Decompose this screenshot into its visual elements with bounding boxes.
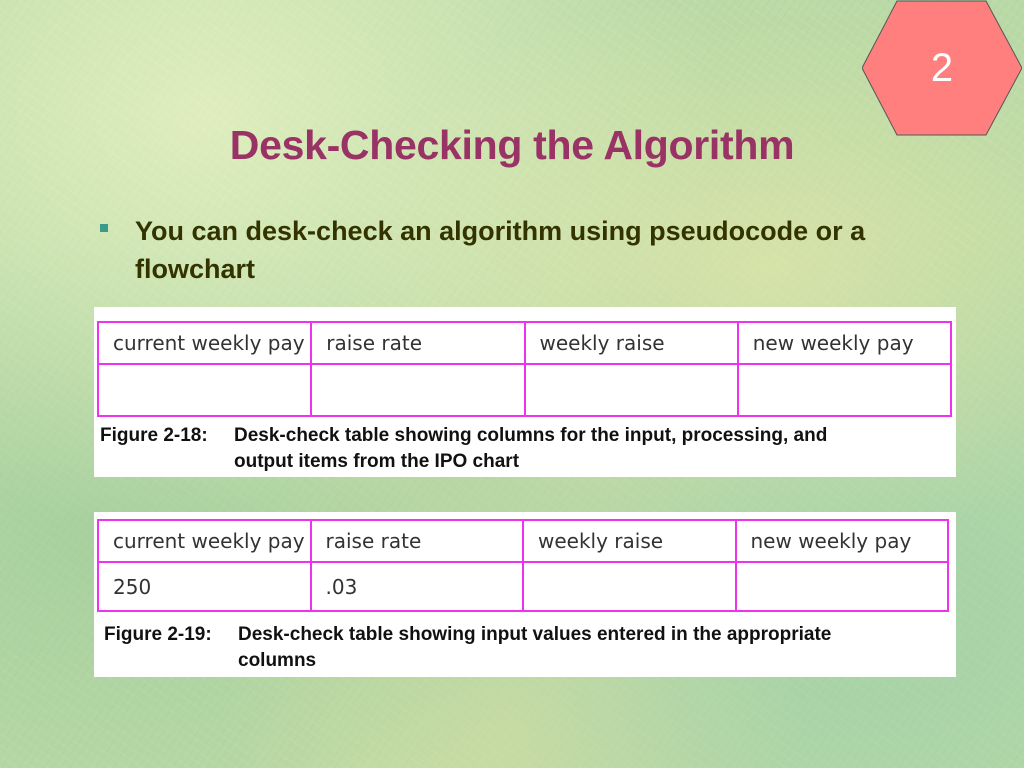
caption-text-line2: columns [238, 650, 317, 671]
caption-label: Figure 2-18: [100, 425, 208, 446]
slide-title: Desk-Checking the Algorithm [229, 122, 795, 168]
desk-check-table [97, 519, 949, 612]
table-cell [523, 562, 736, 611]
figure-caption [100, 423, 945, 475]
table-cell [311, 364, 524, 416]
column-header: weekly raise [525, 322, 738, 364]
column-header: weekly raise [523, 520, 736, 562]
table-cell [525, 364, 738, 416]
caption-text-line2: output items from the IPO chart [234, 451, 520, 472]
slide-number: 2 [930, 46, 954, 90]
figure-2-19 [94, 512, 956, 677]
table-row [98, 562, 948, 611]
column-header: raise rate [311, 520, 524, 562]
column-header: new weekly pay [738, 322, 951, 364]
bullet-square-icon [100, 224, 108, 232]
column-header: new weekly pay [736, 520, 949, 562]
table-cell: .03 [311, 562, 524, 611]
figure-caption [104, 622, 944, 674]
table-cell [738, 364, 951, 416]
table-row [98, 364, 951, 416]
column-header: current weekly pay [98, 520, 311, 562]
column-header: raise rate [311, 322, 524, 364]
desk-check-table [97, 321, 952, 417]
table-cell [98, 364, 311, 416]
column-header: current weekly pay [98, 322, 311, 364]
caption-text-line1: Desk-check table showing columns for the input, processing, and [234, 425, 828, 446]
bullet-item [98, 212, 938, 288]
table-header-row [98, 322, 951, 364]
table-cell [736, 562, 949, 611]
bullet-text: You can desk-check an algorithm using pseudocode or a flowchart [135, 216, 866, 284]
caption-label: Figure 2-19: [104, 624, 212, 645]
caption-text-line1: Desk-check table showing input values entered in the appropriate [238, 624, 832, 645]
slide-number-badge [862, 0, 1022, 136]
figure-2-18 [94, 307, 956, 477]
table-header-row [98, 520, 948, 562]
table-cell: 250 [98, 562, 311, 611]
